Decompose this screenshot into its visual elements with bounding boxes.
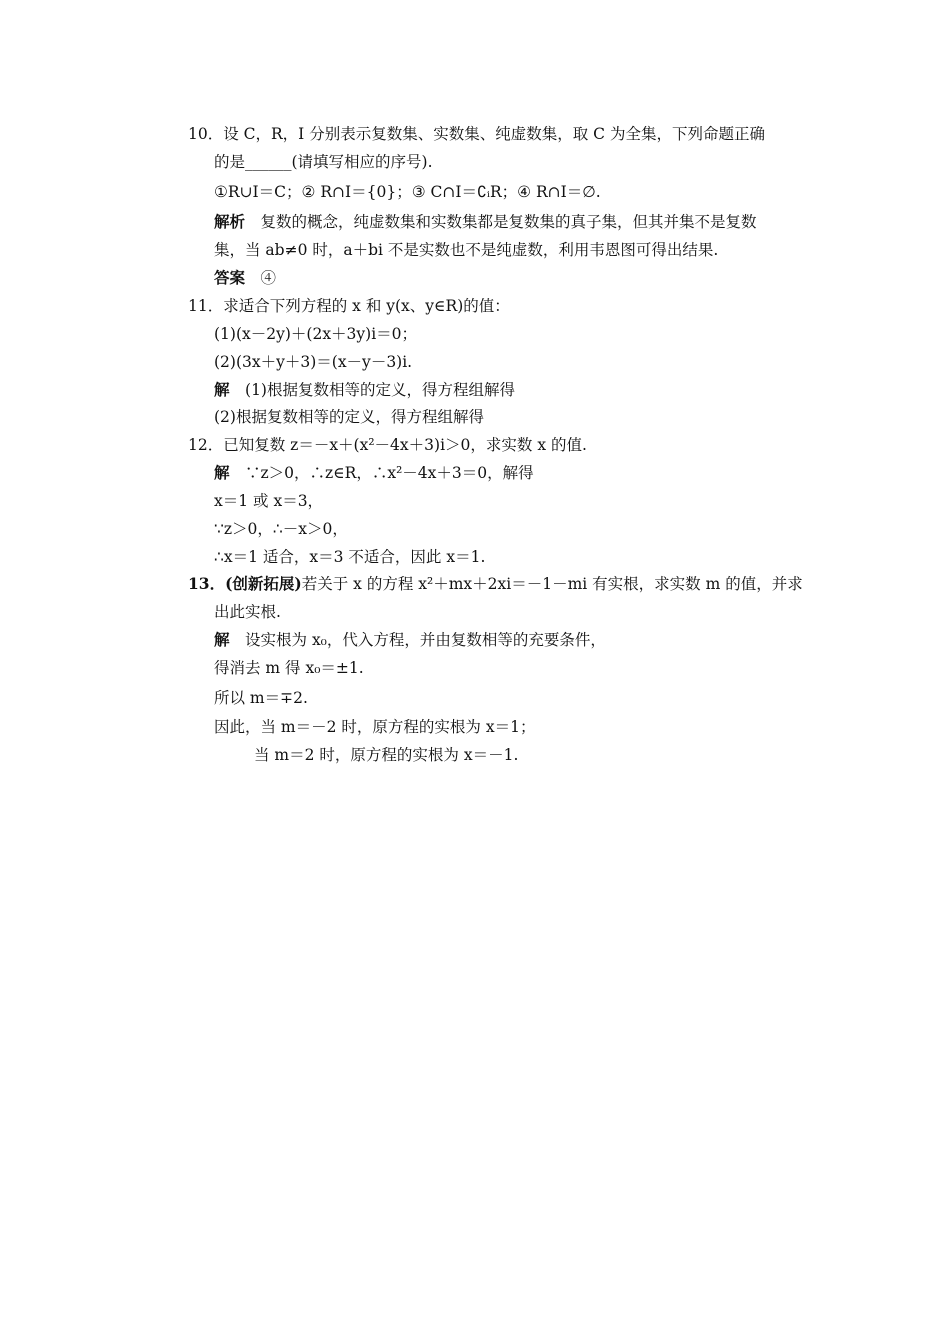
q10-analysis-line-2: 集，当 ab≠0 时，a＋bi 不是实数也不是纯虚数，利用韦恩图可得出结果. [214, 241, 719, 259]
q13-solution-2: 得消去 m 得 x₀＝±1. [214, 659, 364, 677]
q10-options: ①R∪I＝C；② R∩I＝{0}；③ C∩I＝∁ᵢR；④ R∩I＝∅. [214, 183, 601, 201]
q12-solution-1: 解 ∵z＞0，∴z∈R，∴x²－4x＋3＝0，解得 [214, 463, 534, 482]
q12-solution-2: x＝1 或 x＝3， [214, 492, 324, 510]
q13-solution-3: 所以 m＝∓2. [214, 689, 308, 707]
q12-line-1: 12．已知复数 z＝－x＋(x²－4x＋3)i＞0，求实数 x 的值. [188, 436, 587, 454]
q13-solution-5: 当 m＝2 时，原方程的实根为 x＝－1. [254, 746, 519, 764]
q10-answer: 答案 ④ [214, 268, 277, 287]
q10-line-1: 10．设 C，R，I 分别表示复数集、实数集、纯虚数集，取 C 为全集，下列命题正确 [188, 125, 765, 143]
q11-eq-2: (2)(3x＋y＋3)＝(x－y－3)i. [214, 353, 413, 371]
q11-solution-1: 解 (1)根据复数相等的定义，得方程组解得 [214, 380, 515, 399]
q12-solution-3: ∵z＞0，∴－x＞0， [214, 520, 348, 538]
q11-solution-2: (2)根据复数相等的定义，得方程组解得 [214, 408, 484, 426]
q13-line-2: 出此实根. [214, 603, 281, 621]
q13-line-1: 13．(创新拓展)若关于 x 的方程 x²＋mx＋2xi＝－1－mi 有实根，求实数 m 的值，并求 [188, 574, 803, 593]
q13-solution-4: 因此，当 m＝－2 时，原方程的实根为 x＝1； [214, 718, 536, 736]
q10-line-2: 的是______(请填写相应的序号). [214, 153, 433, 171]
q12-solution-4: ∴x＝1 适合，x＝3 不适合，因此 x＝1. [214, 548, 486, 566]
q11-eq-1: (1)(x－2y)＋(2x＋3y)i＝0； [214, 325, 418, 343]
q10-analysis-line-1: 解析 复数的概念，纯虚数集和实数集都是复数集的真子集，但其并集不是复数 [214, 212, 757, 231]
q11-line-1: 11．求适合下列方程的 x 和 y(x、y∈R)的值： [188, 297, 510, 315]
q13-solution-1: 解 设实根为 x₀，代入方程，并由复数相等的充要条件， [214, 630, 606, 649]
